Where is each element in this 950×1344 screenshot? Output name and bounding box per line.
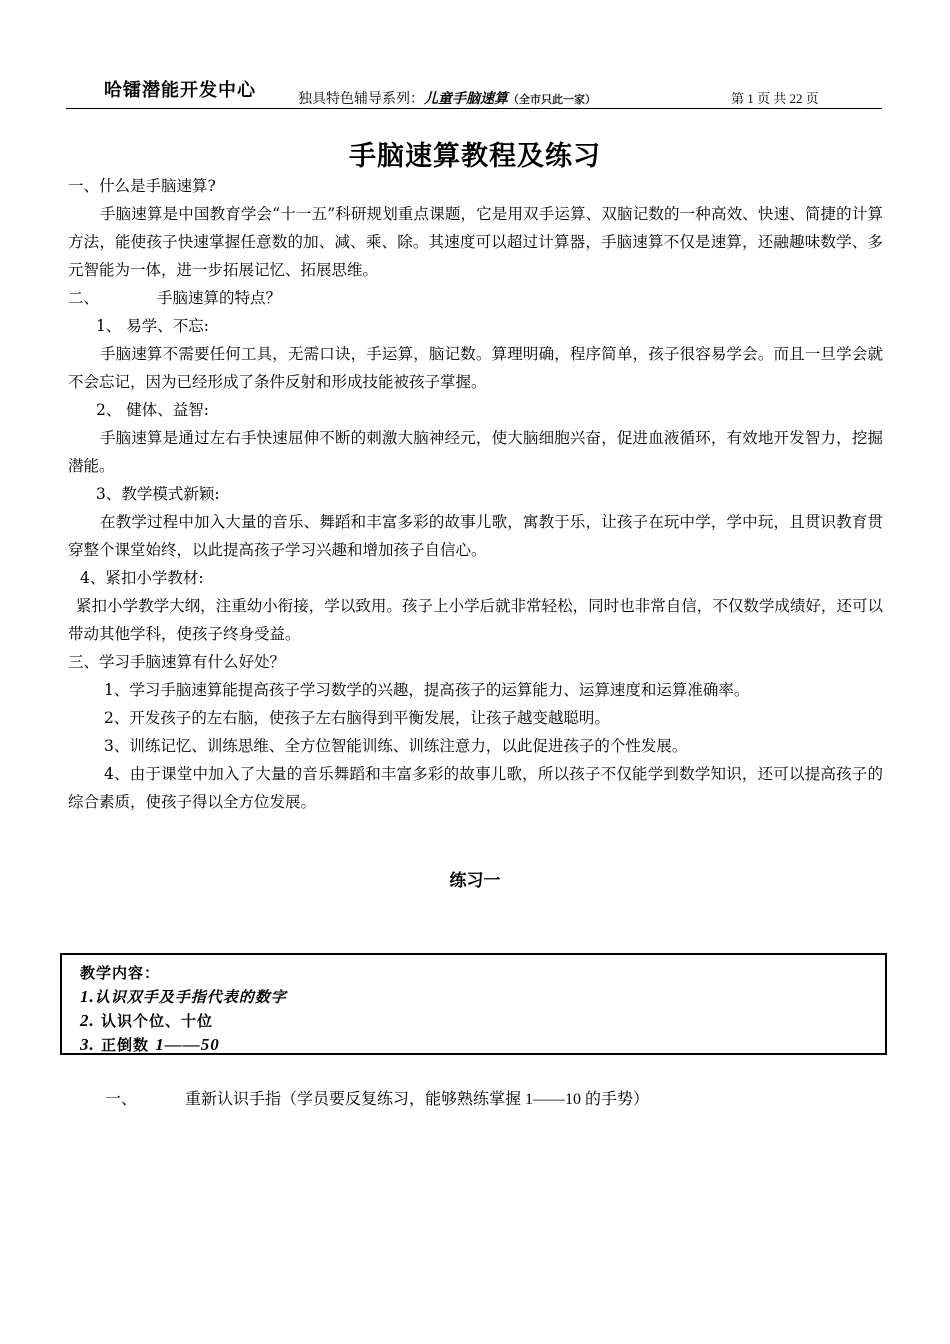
benefit-4: 4、由于课堂中加入了大量的音乐舞蹈和丰富多彩的故事儿歌，所以孩子不仅能学到数学知识，还可以提高孩子的综合素质，使孩子得以全方位发展。 [68, 765, 883, 811]
item-2-number: 2. [80, 1011, 95, 1030]
feature-2-heading: 2、 健体、益智: [96, 401, 210, 419]
series-note: （全市只此一家） [508, 93, 596, 106]
section-3-heading: 三、学习手脑速算有什么好处？ [68, 653, 286, 671]
benefit-3: 3、训练记忆、训练思维、全方位智能训练、训练注意力，以此促进孩子的个性发展。 [104, 737, 688, 755]
feature-1-heading: 1、 易学、不忘: [96, 317, 210, 335]
content-item-3 [80, 1033, 885, 1057]
section-1-paragraph: 手脑速算是中国教育学会“十一五”科研规划重点课题，它是用双手运算、双脑记数的一种高效、快速、简捷的计算方法，能使孩子快速掌握任意数的加、减、乘、除。其速度可以超过计算器，手脑速算不仅是速算，还融趣味数学、多元智能为一体，进一步拓展记忆、拓展思维。 [68, 205, 883, 279]
section-2-heading [68, 284, 883, 312]
page-header [66, 72, 882, 109]
section-1-heading: 一、什么是手脑速算? [68, 177, 216, 195]
item-3-text: 正倒数 [100, 1036, 149, 1054]
feature-2-paragraph: 手脑速算是通过左右手快速屈伸不断的刺激大脑神经元，使大脑细胞兴奋，促进血液循环，有效地开发智力，挖掘潜能。 [68, 429, 883, 475]
document-body [68, 172, 883, 816]
org-name: 哈镭潜能开发中心 [104, 80, 256, 101]
page-title: 手脑速算教程及练习 [349, 141, 601, 172]
feature-4-paragraph: 紧扣小学教学大纲，注重幼小衔接，学以致用。孩子上小学后就非常轻松，同时也非常自信，不仅数学成绩好，还可以带动其他学科，使孩子终身受益。 [68, 597, 883, 643]
feature-3-heading: 3、教学模式新颖: [96, 485, 220, 503]
series-title [298, 88, 596, 108]
item-2-text: 认识个位、十位 [100, 1012, 213, 1030]
benefit-2: 2、开发孩子的左右脑，使孩子左右脑得到平衡发展，让孩子越变越聪明。 [104, 709, 610, 727]
item-3-range: 1——50 [155, 1035, 220, 1054]
page-number: 第 1 页 共 22 页 [731, 91, 819, 106]
item-1-number: 1. [80, 987, 95, 1006]
item-1-text: 认识双手及手指代表的数字 [94, 988, 287, 1006]
exercise-title: 练习一 [449, 871, 501, 891]
section-2-title: 手脑速算的特点？ [157, 289, 282, 307]
content-item-1 [80, 985, 885, 1009]
exercise-section-1 [105, 1086, 649, 1109]
feature-4-heading: 4、紧扣小学教材: [80, 569, 204, 587]
box-heading: 教学内容： [80, 964, 161, 982]
feature-3-paragraph: 在教学过程中加入大量的音乐、舞蹈和丰富多彩的故事儿歌，寓教于乐，让孩子在玩中学，学中玩，且贯识教育贯穿整个课堂始终，以此提高孩子学习兴趣和增加孩子自信心。 [68, 513, 883, 559]
exercise-section-text: 重新认识手指（学员要反复练习，能够熟练掌握 1——10 的手势） [185, 1091, 650, 1108]
content-item-2 [80, 1009, 885, 1033]
section-2-number: 二、 [68, 289, 100, 307]
benefit-1: 1、学习手脑速算能提高孩子学习数学的兴趣，提高孩子的运算能力、运算速度和运算准确率。 [104, 681, 750, 699]
item-3-number: 3. [80, 1035, 95, 1054]
teaching-content-box [60, 953, 887, 1055]
series-name: 儿童手脑速算 [424, 91, 508, 107]
exercise-section-number: 一、 [105, 1091, 138, 1108]
feature-1-paragraph: 手脑速算不需要任何工具，无需口诀，手运算，脑记数。算理明确，程序简单，孩子很容易学会。而且一旦学会就不会忘记，因为已经形成了条件反射和形成技能被孩子掌握。 [68, 345, 883, 391]
series-prefix: 独具特色辅导系列： [298, 91, 424, 107]
